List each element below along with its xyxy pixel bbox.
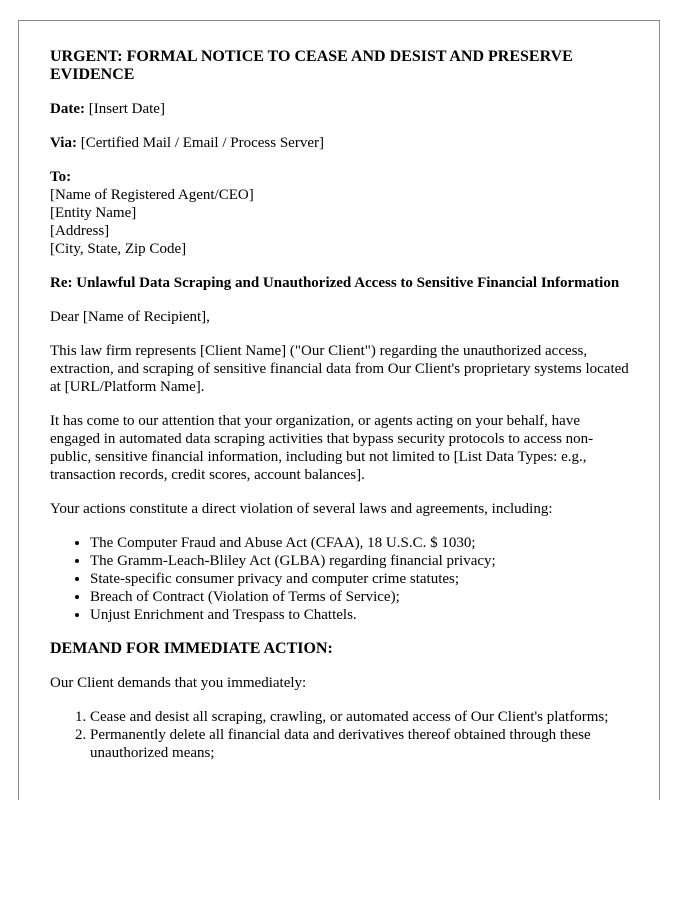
list-item: • Unjust Enrichment and Trespass to Chattels. [90, 606, 629, 624]
date-value: [Insert Date] [88, 101, 165, 117]
demand-intro: Our Client demands that you immediately: [50, 675, 307, 691]
recipient-entity: [Entity Name] [50, 205, 137, 221]
demands-list [50, 708, 629, 762]
list-item: • The Computer Fraud and Abuse Act (CFAA), 18 U.S.C. $ 1030; [90, 534, 629, 552]
recipient-name: [Name of Registered Agent/CEO] [50, 187, 254, 203]
demand-heading: DEMAND FOR IMMEDIATE ACTION: [50, 640, 333, 657]
list-item: 1. Cease and desist all scraping, crawling, or automated access of Our Client's platforms; [90, 708, 629, 726]
via-value: [Certified Mail / Email / Process Server] [80, 135, 324, 151]
recipient-address: [Address] [50, 223, 110, 239]
letter-content [19, 21, 659, 762]
letter-title: URGENT: FORMAL NOTICE TO CEASE AND DESIST AND PRESERVE EVIDENCE [50, 48, 573, 83]
list-item: 2. Permanently delete all financial data and derivatives thereof obtained through these unauthorized means; [90, 726, 629, 762]
date-label: Date: [50, 101, 85, 117]
list-item: • State-specific consumer privacy and computer crime statutes; [90, 570, 629, 588]
recipient-block [50, 168, 629, 258]
paragraph-allegation: It has come to our attention that your organization, or agents acting on your behalf, have engaged in automated data scraping activities that bypass security protocols to access non-public, sensitive financial information, including but not limited to [List Data Types: e.g., transaction records, credit scores, account balances]. [50, 413, 594, 483]
list-item: • Breach of Contract (Violation of Terms of Service); [90, 588, 629, 606]
via-label: Via: [50, 135, 77, 151]
via-line [50, 134, 629, 152]
salutation: Dear [Name of Recipient], [50, 309, 210, 325]
to-label: To: [50, 169, 72, 185]
violations-list [50, 534, 629, 624]
paragraph-representation: This law firm represents [Client Name] ("Our Client") regarding the unauthorized access, extraction, and scraping of sensitive financial data from Our Client's proprietary systems located at [URL/Platform Name]. [50, 343, 629, 395]
list-item: • The Gramm-Leach-Bliley Act (GLBA) regarding financial privacy; [90, 552, 629, 570]
date-line [50, 100, 629, 118]
subject-line: Re: Unlawful Data Scraping and Unauthorized Access to Sensitive Financial Information [50, 275, 620, 291]
letter-page [18, 20, 660, 800]
recipient-city-state-zip: [City, State, Zip Code] [50, 241, 187, 257]
paragraph-violations-intro: Your actions constitute a direct violation of several laws and agreements, including: [50, 501, 553, 517]
